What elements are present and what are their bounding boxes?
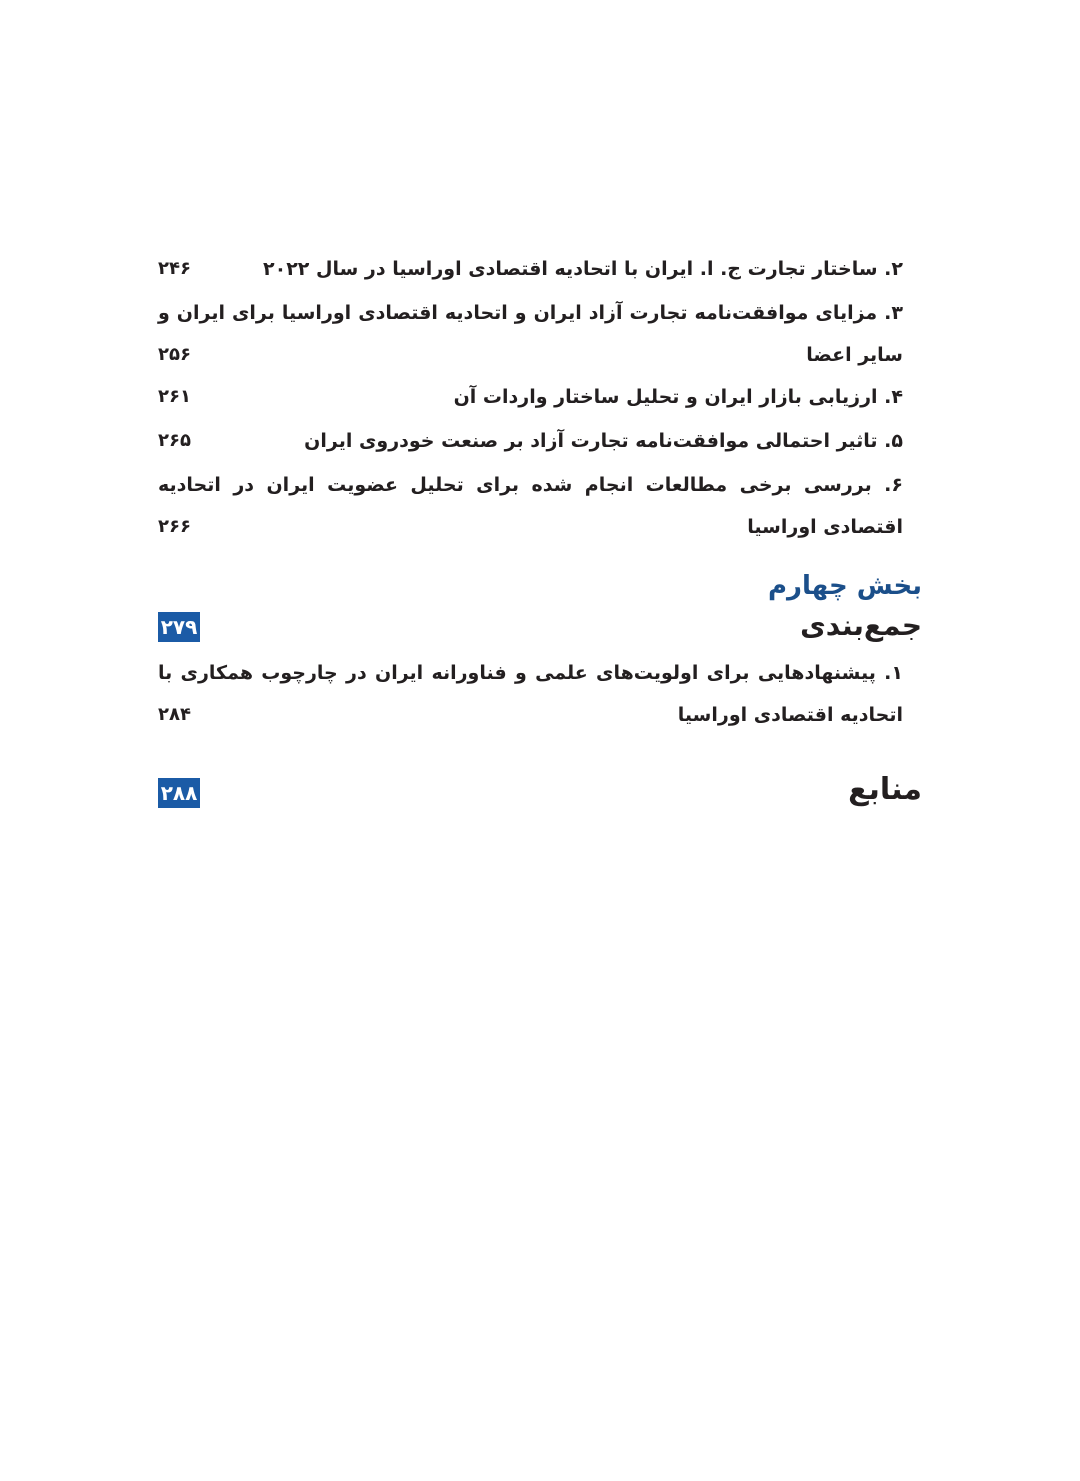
toc-entry-4[interactable] — [158, 376, 903, 418]
toc-entry-2[interactable] — [158, 248, 903, 290]
toc-entry-title: ۴. ارزیابی بازار ایران و تحلیل ساختار واردات آن — [453, 386, 903, 408]
toc-entry-title: ۲. ساختار تجارت ج. ا. ایران با اتحادیه اقتصادی اوراسیا در سال ۲۰۲۲ — [263, 258, 903, 280]
toc-entry-page: ۲۸۴ — [158, 704, 191, 725]
references-title[interactable]: منابع — [848, 772, 922, 807]
toc-entry-3[interactable] — [158, 292, 903, 376]
toc-entry-page: ۲۴۶ — [158, 258, 191, 279]
toc-entry-5[interactable] — [158, 420, 903, 462]
part-title[interactable]: جمع‌بندی — [800, 609, 922, 642]
references-page-badge: ۲۸۸ — [158, 778, 200, 808]
toc-entry-6[interactable] — [158, 464, 903, 548]
toc-entry-part4-1[interactable] — [158, 652, 903, 736]
toc-entry-page: ۲۶۵ — [158, 430, 191, 451]
toc-entry-title: ۵. تاثیر احتمالی موافقت‌نامه تجارت آزاد بر صنعت خودروی ایران — [304, 430, 903, 452]
part-page-badge: ۲۷۹ — [158, 612, 200, 642]
toc-entry-page: ۲۶۱ — [158, 386, 191, 407]
toc-entry-page: ۲۵۶ — [158, 344, 191, 365]
toc-entry-title: ۶. بررسی برخی مطالعات انجام شده برای تحلیل عضویت ایران در اتحادیه اقتصادی اوراسیا — [158, 474, 903, 538]
toc-entry-page: ۲۶۶ — [158, 516, 191, 537]
table-of-contents — [158, 0, 922, 1481]
toc-entry-title: ۱. پیشنهادهایی برای اولویت‌های علمی و فناورانه ایران در چارچوب همکاری با اتحادیه اقتصادی اوراسیا — [158, 662, 903, 726]
toc-entry-title: ۳. مزایای موافقت‌نامه تجارت آزاد ایران و اتحادیه اقتصادی اوراسیا برای ایران و سایر اعضا — [158, 302, 903, 366]
part-label: بخش چهارم — [768, 571, 922, 601]
